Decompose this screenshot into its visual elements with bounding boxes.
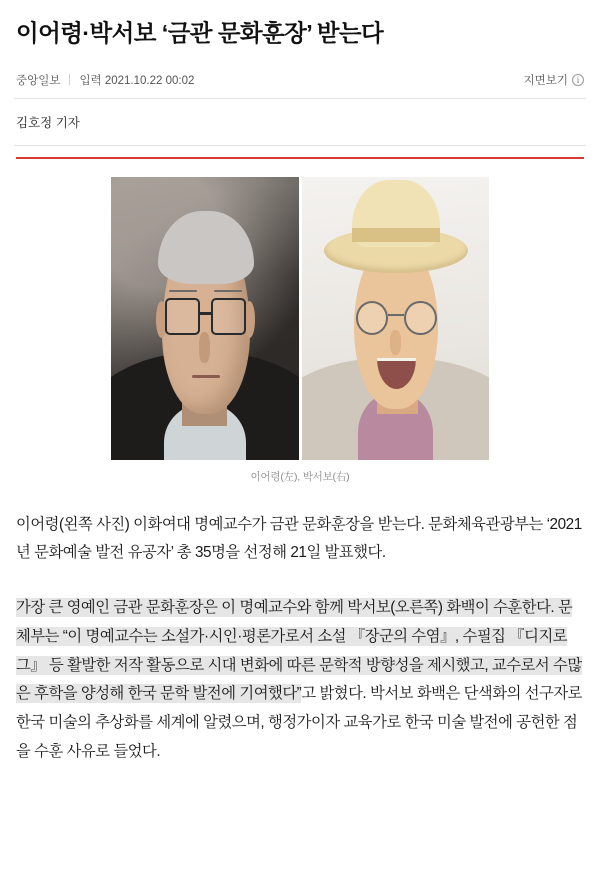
glasses-bridge-shape xyxy=(388,314,404,316)
glasses-bridge-shape xyxy=(200,312,211,314)
highlighted-quote: 가장 큰 영예인 금관 문화훈장은 이 명예교수와 함께 박서보(오른쪽) 화백이 수훈한다. 문체부는 “이 명예교수는 소설가·시인·평론가로서 소설 『장군의 수염』, 수필집 『디지로그』 등 활발한 저작 활동으로 시대 변화에 따른 문학적 방향성을 제시했고, 교수로서 수많은 후학을 양성해 한국 문학 발전에 기여했다” xyxy=(16,599,582,703)
meta-timestamp: 입력 2021.10.22 00:02 xyxy=(79,74,195,87)
photo-pair xyxy=(111,177,489,460)
info-icon[interactable]: i xyxy=(572,74,584,86)
article-body xyxy=(14,511,586,767)
meta-divider xyxy=(69,74,70,85)
article-meta-row xyxy=(14,72,586,99)
byline-reporter: 김호정 기자 xyxy=(16,115,80,130)
article-figure xyxy=(14,177,586,484)
portrait-lee-o-young xyxy=(111,177,299,460)
paragraph xyxy=(16,511,584,569)
meta-source: 중앙일보 xyxy=(16,74,61,87)
lens-right-shape xyxy=(404,301,436,335)
eyebrow-left-shape xyxy=(169,290,197,292)
eyebrow-right-shape xyxy=(214,290,242,292)
paper-view-label: 지면보기 xyxy=(523,74,568,87)
lens-left-shape xyxy=(165,298,200,335)
portrait-park-seo-bo xyxy=(302,177,490,460)
page-title: 이어령·박서보 ‘금관 문화훈장’ 받는다 xyxy=(16,20,384,46)
lens-left-shape xyxy=(356,301,388,335)
paragraph xyxy=(16,594,584,767)
lens-right-shape xyxy=(211,298,246,335)
figure-caption: 이어령(左), 박서보(右) xyxy=(250,470,350,483)
glasses-shape xyxy=(165,298,246,335)
nose-shape xyxy=(199,332,210,363)
accent-divider xyxy=(16,157,584,159)
paragraph-text: 이어령(왼쪽 사진) 이화여대 명예교수가 금관 문화훈장을 받는다. 문화체육관광부는 ‘2021년 문화예술 발전 유공자’ 총 35명을 선정해 21일 발표했다. xyxy=(16,515,582,562)
paragraph-text: 고 밝혔다. 박서보 화백은 단색화의 선구자로 한국 미술의 추상화를 세계에 알렸으며, 행정가이자 교육가로 한국 미술 발전에 공헌한 점을 수훈 사유로 들었다. xyxy=(16,685,583,760)
article-page xyxy=(0,18,600,767)
paper-view-button[interactable] xyxy=(524,72,584,88)
straw-hat-band-shape xyxy=(352,228,440,242)
nose-shape xyxy=(390,330,401,355)
mouth-shape xyxy=(192,375,220,378)
byline xyxy=(14,99,586,146)
